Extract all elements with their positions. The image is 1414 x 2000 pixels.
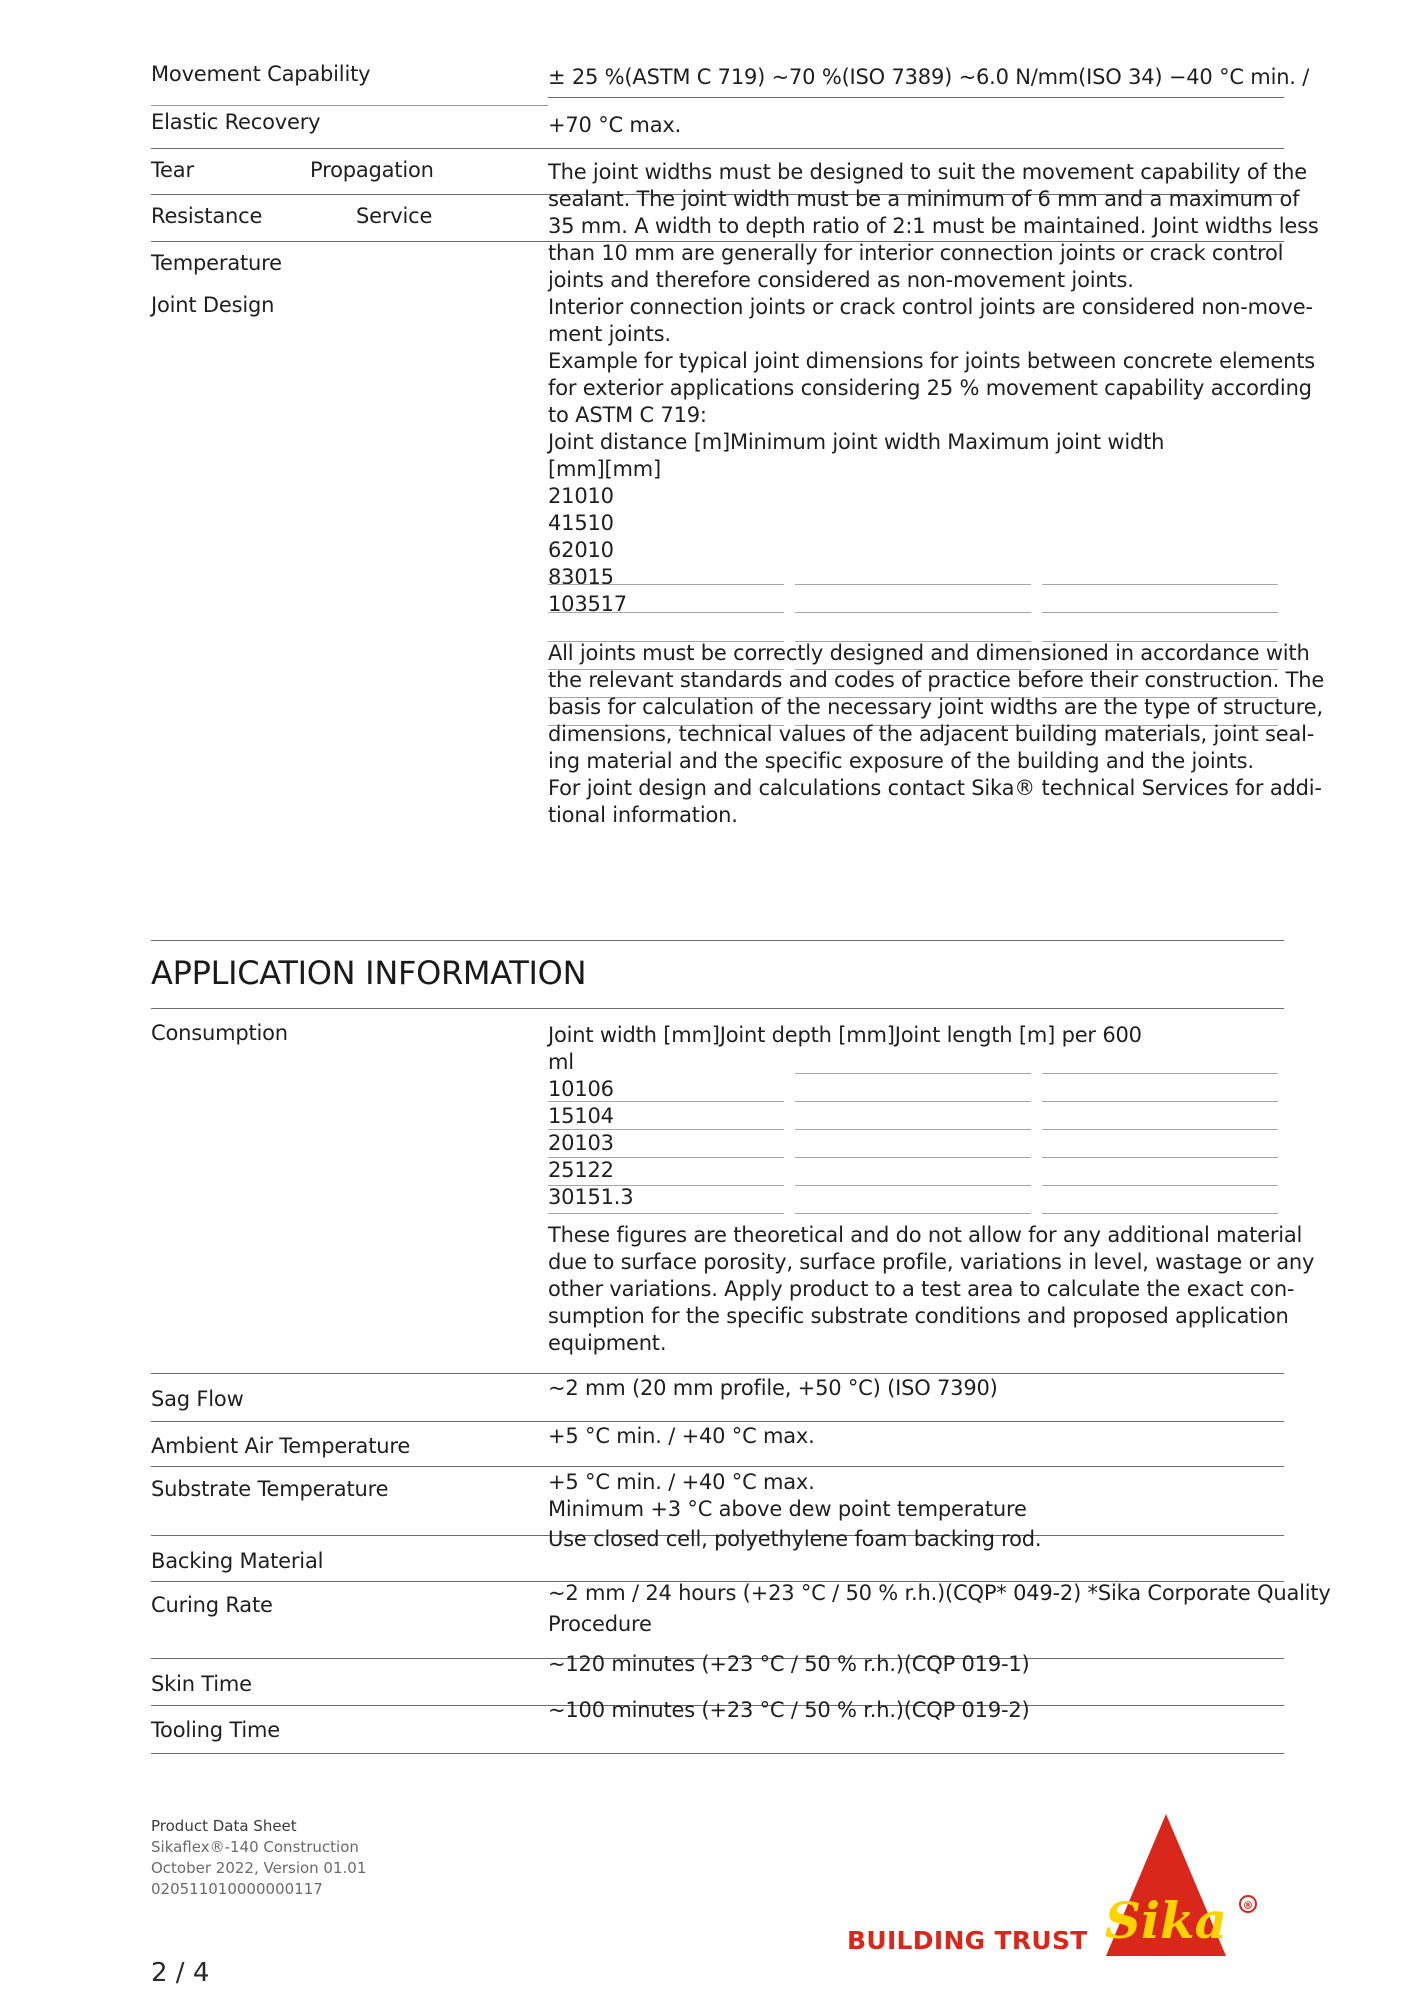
text-line: for exterior applications considering 25 % movement capability according <box>548 376 1312 400</box>
table-row: 25122 <box>548 1158 614 1182</box>
label-tooling-time: Tooling Time <box>151 1718 280 1742</box>
label-consumption: Consumption <box>151 1021 288 1045</box>
text-line: than 10 mm are generally for interior connection joints or crack control <box>548 241 1284 265</box>
label-substrate-temperature: Substrate Temperature <box>151 1477 389 1501</box>
text-line: tional information. <box>548 803 738 827</box>
text-line: other variations. Apply product to a test area to calculate the exact con- <box>548 1277 1295 1301</box>
label-skin-time: Skin Time <box>151 1672 252 1696</box>
table-line <box>548 1101 784 1102</box>
label-sag-flow: Sag Flow <box>151 1387 244 1411</box>
row-divider <box>151 1373 1284 1374</box>
row-divider <box>151 1421 1284 1422</box>
footer-info <box>151 1816 366 1900</box>
row-divider <box>548 97 1284 98</box>
row-divider <box>151 105 548 106</box>
sika-logo-icon <box>1100 1806 1280 1962</box>
table-line <box>795 1101 1031 1102</box>
value-backing-material: Use closed cell, polyethylene foam backing rod. <box>548 1527 1042 1551</box>
text-line: 35 mm. A width to depth ratio of 2:1 must be maintained. Joint widths less <box>548 214 1319 238</box>
consumption-note <box>548 1222 1314 1357</box>
text-line: the relevant standards and codes of practice before their construction. The <box>548 668 1325 692</box>
table-row: 41510 <box>548 511 614 535</box>
footer-doc-type: Product Data Sheet <box>151 1817 297 1835</box>
table-row: 10106 <box>548 1077 614 1101</box>
joint-design-note <box>548 640 1324 829</box>
sika-logo <box>1100 1806 1280 1962</box>
table-line <box>795 1129 1031 1130</box>
text-line: [mm][mm] <box>548 457 661 481</box>
building-trust-tagline: BUILDING TRUST <box>847 1926 1088 1955</box>
footer-code: 020511010000000117 <box>151 1880 323 1898</box>
value-elastic-recovery: +70 °C max. <box>548 113 682 137</box>
footer-date-version: October 2022, Version 01.01 <box>151 1859 367 1877</box>
value-tooling-time: ~100 minutes (+23 °C / 50 % r.h.)(CQP 019-2) <box>548 1698 1030 1722</box>
text-line: Joint distance [m]Minimum joint width Maximum joint width <box>548 430 1165 454</box>
table-line <box>548 1129 784 1130</box>
text-line: ment joints. <box>548 322 671 346</box>
text-line: These figures are theoretical and do not allow for any additional material <box>548 1223 1303 1247</box>
text-line: dimensions, technical values of the adjacent building materials, joint seal- <box>548 722 1315 746</box>
table-line <box>548 612 784 613</box>
row-divider <box>151 148 1284 149</box>
value-ambient-air-temperature: +5 °C min. / +40 °C max. <box>548 1424 815 1448</box>
label-resistance: Resistance <box>151 204 263 228</box>
label-service: Service <box>356 204 433 228</box>
table-header: ml <box>548 1050 574 1074</box>
page-number: 2 / 4 <box>151 1958 210 1988</box>
table-line <box>1042 1073 1278 1074</box>
table-line <box>548 1213 784 1214</box>
text-line: The joint widths must be designed to suit the movement capability of the <box>548 160 1308 184</box>
section-divider <box>151 940 1284 941</box>
text-line: +5 °C min. / +40 °C max. <box>548 1470 815 1494</box>
text-line: Minimum +3 °C above dew point temperature <box>548 1497 1027 1521</box>
text-line: ~2 mm / 24 hours (+23 °C / 50 % r.h.)(CQP* 049-2) *Sika Corporate Quality <box>548 1581 1331 1605</box>
text-line: Procedure <box>548 1612 652 1636</box>
table-line <box>1042 1157 1278 1158</box>
value-curing-rate <box>548 1578 1331 1640</box>
table-row: 83015 <box>548 565 614 589</box>
logo-wordmark: Sika <box>1104 1891 1228 1950</box>
text-line: For joint design and calculations contact Sika® technical Services for addi- <box>548 776 1322 800</box>
value-substrate-temperature <box>548 1469 1027 1523</box>
label-joint-design: Joint Design <box>151 293 275 317</box>
table-line <box>548 584 784 585</box>
value-movement-capability: ± 25 %(ASTM C 719) ~70 %(ISO 7389) ~6.0 N/mm(ISO 34) −40 °C min. / <box>548 65 1310 89</box>
text-line: equipment. <box>548 1331 667 1355</box>
label-propagation: Propagation <box>310 158 434 182</box>
section-divider <box>151 1008 1284 1009</box>
joint-design-text <box>548 159 1319 618</box>
footer-product-name: Sikaflex®-140 Construction <box>151 1838 359 1856</box>
table-line <box>1042 584 1278 585</box>
table-row: 21010 <box>548 484 614 508</box>
row-divider <box>151 1753 1284 1754</box>
table-line <box>1042 1129 1278 1130</box>
table-line <box>795 584 1031 585</box>
table-line <box>795 1073 1031 1074</box>
table-line <box>795 1157 1031 1158</box>
table-row: 103517 <box>548 592 627 616</box>
table-line <box>1042 612 1278 613</box>
label-ambient-air-temperature: Ambient Air Temperature <box>151 1434 411 1458</box>
table-row: 20103 <box>548 1131 614 1155</box>
table-row: 62010 <box>548 538 614 562</box>
text-line: Example for typical joint dimensions for joints between concrete elements <box>548 349 1316 373</box>
table-header: Joint width [mm]Joint depth [mm]Joint length [m] per 600 <box>548 1023 1142 1047</box>
table-row: 15104 <box>548 1104 614 1128</box>
text-line: basis for calculation of the necessary joint widths are the type of structure, <box>548 695 1323 719</box>
table-line <box>1042 1101 1278 1102</box>
label-tear: Tear <box>151 158 194 182</box>
label-temperature: Temperature <box>151 251 282 275</box>
section-title: APPLICATION INFORMATION <box>151 954 587 992</box>
label-elastic-recovery: Elastic Recovery <box>151 110 321 134</box>
consumption-table <box>548 1022 1142 1211</box>
table-line <box>1042 1213 1278 1214</box>
table-row: 30151.3 <box>548 1185 634 1209</box>
text-line: due to surface porosity, surface profile, variations in level, wastage or any <box>548 1250 1315 1274</box>
text-line: joints and therefore considered as non-movement joints. <box>548 268 1134 292</box>
value-sag-flow: ~2 mm (20 mm profile, +50 °C) (ISO 7390) <box>548 1376 998 1400</box>
text-line: sumption for the specific substrate conditions and proposed application <box>548 1304 1289 1328</box>
value-skin-time: ~120 minutes (+23 °C / 50 % r.h.)(CQP 019-1) <box>548 1652 1030 1676</box>
registered-mark: ® <box>1242 1899 1254 1912</box>
label-curing-rate: Curing Rate <box>151 1593 273 1617</box>
table-line <box>548 1157 784 1158</box>
label-movement-capability: Movement Capability <box>151 62 371 86</box>
text-line: sealant. The joint width must be a minimum of 6 mm and a maximum of <box>548 187 1300 211</box>
table-line <box>795 1185 1031 1186</box>
text-line: ing material and the specific exposure of the building and the joints. <box>548 749 1254 773</box>
text-line: to ASTM C 719: <box>548 403 707 427</box>
table-line <box>548 1185 784 1186</box>
text-line: Interior connection joints or crack control joints are considered non-move- <box>548 295 1313 319</box>
text-line: All joints must be correctly designed and dimensioned in accordance with <box>548 641 1310 665</box>
row-divider <box>151 1466 1284 1467</box>
table-line <box>1042 1185 1278 1186</box>
table-line <box>795 1213 1031 1214</box>
table-line <box>795 612 1031 613</box>
label-backing-material: Backing Material <box>151 1549 324 1573</box>
